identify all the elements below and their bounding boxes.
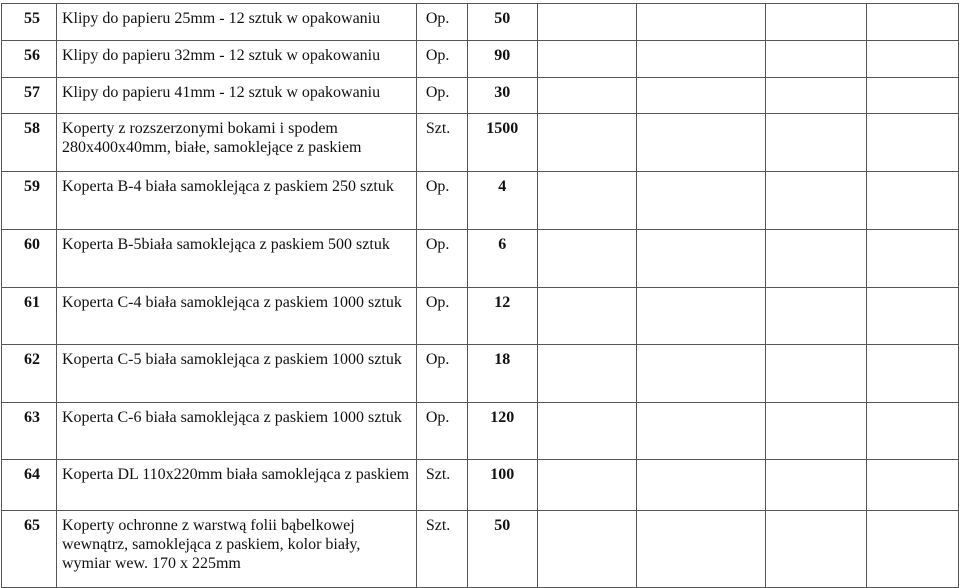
item-unit: Szt.	[416, 511, 467, 588]
table-row	[2, 41, 959, 78]
item-number: 56	[2, 41, 57, 78]
empty-cell	[637, 460, 765, 511]
empty-cell	[867, 114, 959, 172]
item-name: Koperty z rozszerzonymi bokami i spodem 280x400x40mm, białe, samoklejące z paskiem	[56, 114, 416, 172]
empty-cell	[765, 41, 867, 78]
empty-cell	[637, 4, 765, 41]
item-number: 60	[2, 230, 57, 288]
item-unit: Op.	[416, 78, 467, 114]
table-row	[2, 4, 959, 41]
empty-cell	[867, 41, 959, 78]
item-name: Klipy do papieru 41mm - 12 sztuk w opakowaniu	[56, 78, 416, 114]
empty-cell	[637, 41, 765, 78]
empty-cell	[537, 4, 637, 41]
item-quantity: 1500	[467, 114, 537, 172]
empty-cell	[765, 460, 867, 511]
empty-cell	[867, 460, 959, 511]
item-name: Klipy do papieru 32mm - 12 sztuk w opakowaniu	[56, 41, 416, 78]
item-quantity: 100	[467, 460, 537, 511]
item-unit: Op.	[416, 230, 467, 288]
empty-cell	[637, 403, 765, 460]
item-quantity: 120	[467, 403, 537, 460]
empty-cell	[765, 288, 867, 345]
table-row	[2, 230, 959, 288]
empty-cell	[537, 288, 637, 345]
empty-cell	[765, 78, 867, 114]
empty-cell	[537, 403, 637, 460]
table-row	[2, 345, 959, 403]
empty-cell	[867, 511, 959, 588]
item-quantity: 30	[467, 78, 537, 114]
empty-cell	[867, 403, 959, 460]
item-unit: Op.	[416, 288, 467, 345]
item-name: Koperta C-6 biała samoklejąca z paskiem 1000 sztuk	[56, 403, 416, 460]
empty-cell	[537, 78, 637, 114]
empty-cell	[537, 345, 637, 403]
item-unit: Op.	[416, 172, 467, 230]
empty-cell	[637, 114, 765, 172]
empty-cell	[537, 172, 637, 230]
item-quantity: 6	[467, 230, 537, 288]
item-name: Klipy do papieru 25mm - 12 sztuk w opakowaniu	[56, 4, 416, 41]
empty-cell	[765, 4, 867, 41]
item-name: Koperta C-4 biała samoklejąca z paskiem 1000 sztuk	[56, 288, 416, 345]
empty-cell	[637, 345, 765, 403]
item-quantity: 90	[467, 41, 537, 78]
item-name: Koperty ochronne z warstwą folii bąbelkowej wewnątrz, samoklejąca z paskiem, kolor biały, wymiar wew. 170 x 225mm	[56, 511, 416, 588]
table-row	[2, 78, 959, 114]
item-number: 65	[2, 511, 57, 588]
item-unit: Op.	[416, 41, 467, 78]
empty-cell	[765, 114, 867, 172]
table-row	[2, 403, 959, 460]
empty-cell	[637, 288, 765, 345]
item-quantity: 50	[467, 511, 537, 588]
item-unit: Op.	[416, 4, 467, 41]
empty-cell	[867, 345, 959, 403]
empty-cell	[867, 172, 959, 230]
empty-cell	[867, 4, 959, 41]
item-quantity: 18	[467, 345, 537, 403]
empty-cell	[867, 78, 959, 114]
item-number: 61	[2, 288, 57, 345]
item-number: 55	[2, 4, 57, 41]
table-row	[2, 288, 959, 345]
item-name: Koperta B-5biała samoklejąca z paskiem 500 sztuk	[56, 230, 416, 288]
empty-cell	[637, 78, 765, 114]
item-quantity: 12	[467, 288, 537, 345]
empty-cell	[537, 41, 637, 78]
item-name: Koperta DL 110x220mm biała samoklejąca z paskiem	[56, 460, 416, 511]
empty-cell	[765, 403, 867, 460]
item-unit: Op.	[416, 403, 467, 460]
table-row	[2, 511, 959, 588]
empty-cell	[765, 230, 867, 288]
item-name: Koperta B-4 biała samoklejąca z paskiem 250 sztuk	[56, 172, 416, 230]
empty-cell	[537, 230, 637, 288]
table-row	[2, 114, 959, 172]
product-table	[1, 3, 959, 588]
table-row	[2, 172, 959, 230]
empty-cell	[637, 511, 765, 588]
item-number: 58	[2, 114, 57, 172]
item-unit: Op.	[416, 345, 467, 403]
item-quantity: 50	[467, 4, 537, 41]
empty-cell	[765, 345, 867, 403]
item-number: 63	[2, 403, 57, 460]
empty-cell	[867, 288, 959, 345]
empty-cell	[765, 172, 867, 230]
table-row	[2, 460, 959, 511]
item-quantity: 4	[467, 172, 537, 230]
empty-cell	[537, 460, 637, 511]
empty-cell	[637, 172, 765, 230]
item-number: 62	[2, 345, 57, 403]
empty-cell	[867, 230, 959, 288]
item-number: 59	[2, 172, 57, 230]
item-number: 57	[2, 78, 57, 114]
item-unit: Szt.	[416, 460, 467, 511]
item-number: 64	[2, 460, 57, 511]
empty-cell	[537, 511, 637, 588]
item-name: Koperta C-5 biała samoklejąca z paskiem 1000 sztuk	[56, 345, 416, 403]
empty-cell	[537, 114, 637, 172]
empty-cell	[637, 230, 765, 288]
item-unit: Szt.	[416, 114, 467, 172]
empty-cell	[765, 511, 867, 588]
